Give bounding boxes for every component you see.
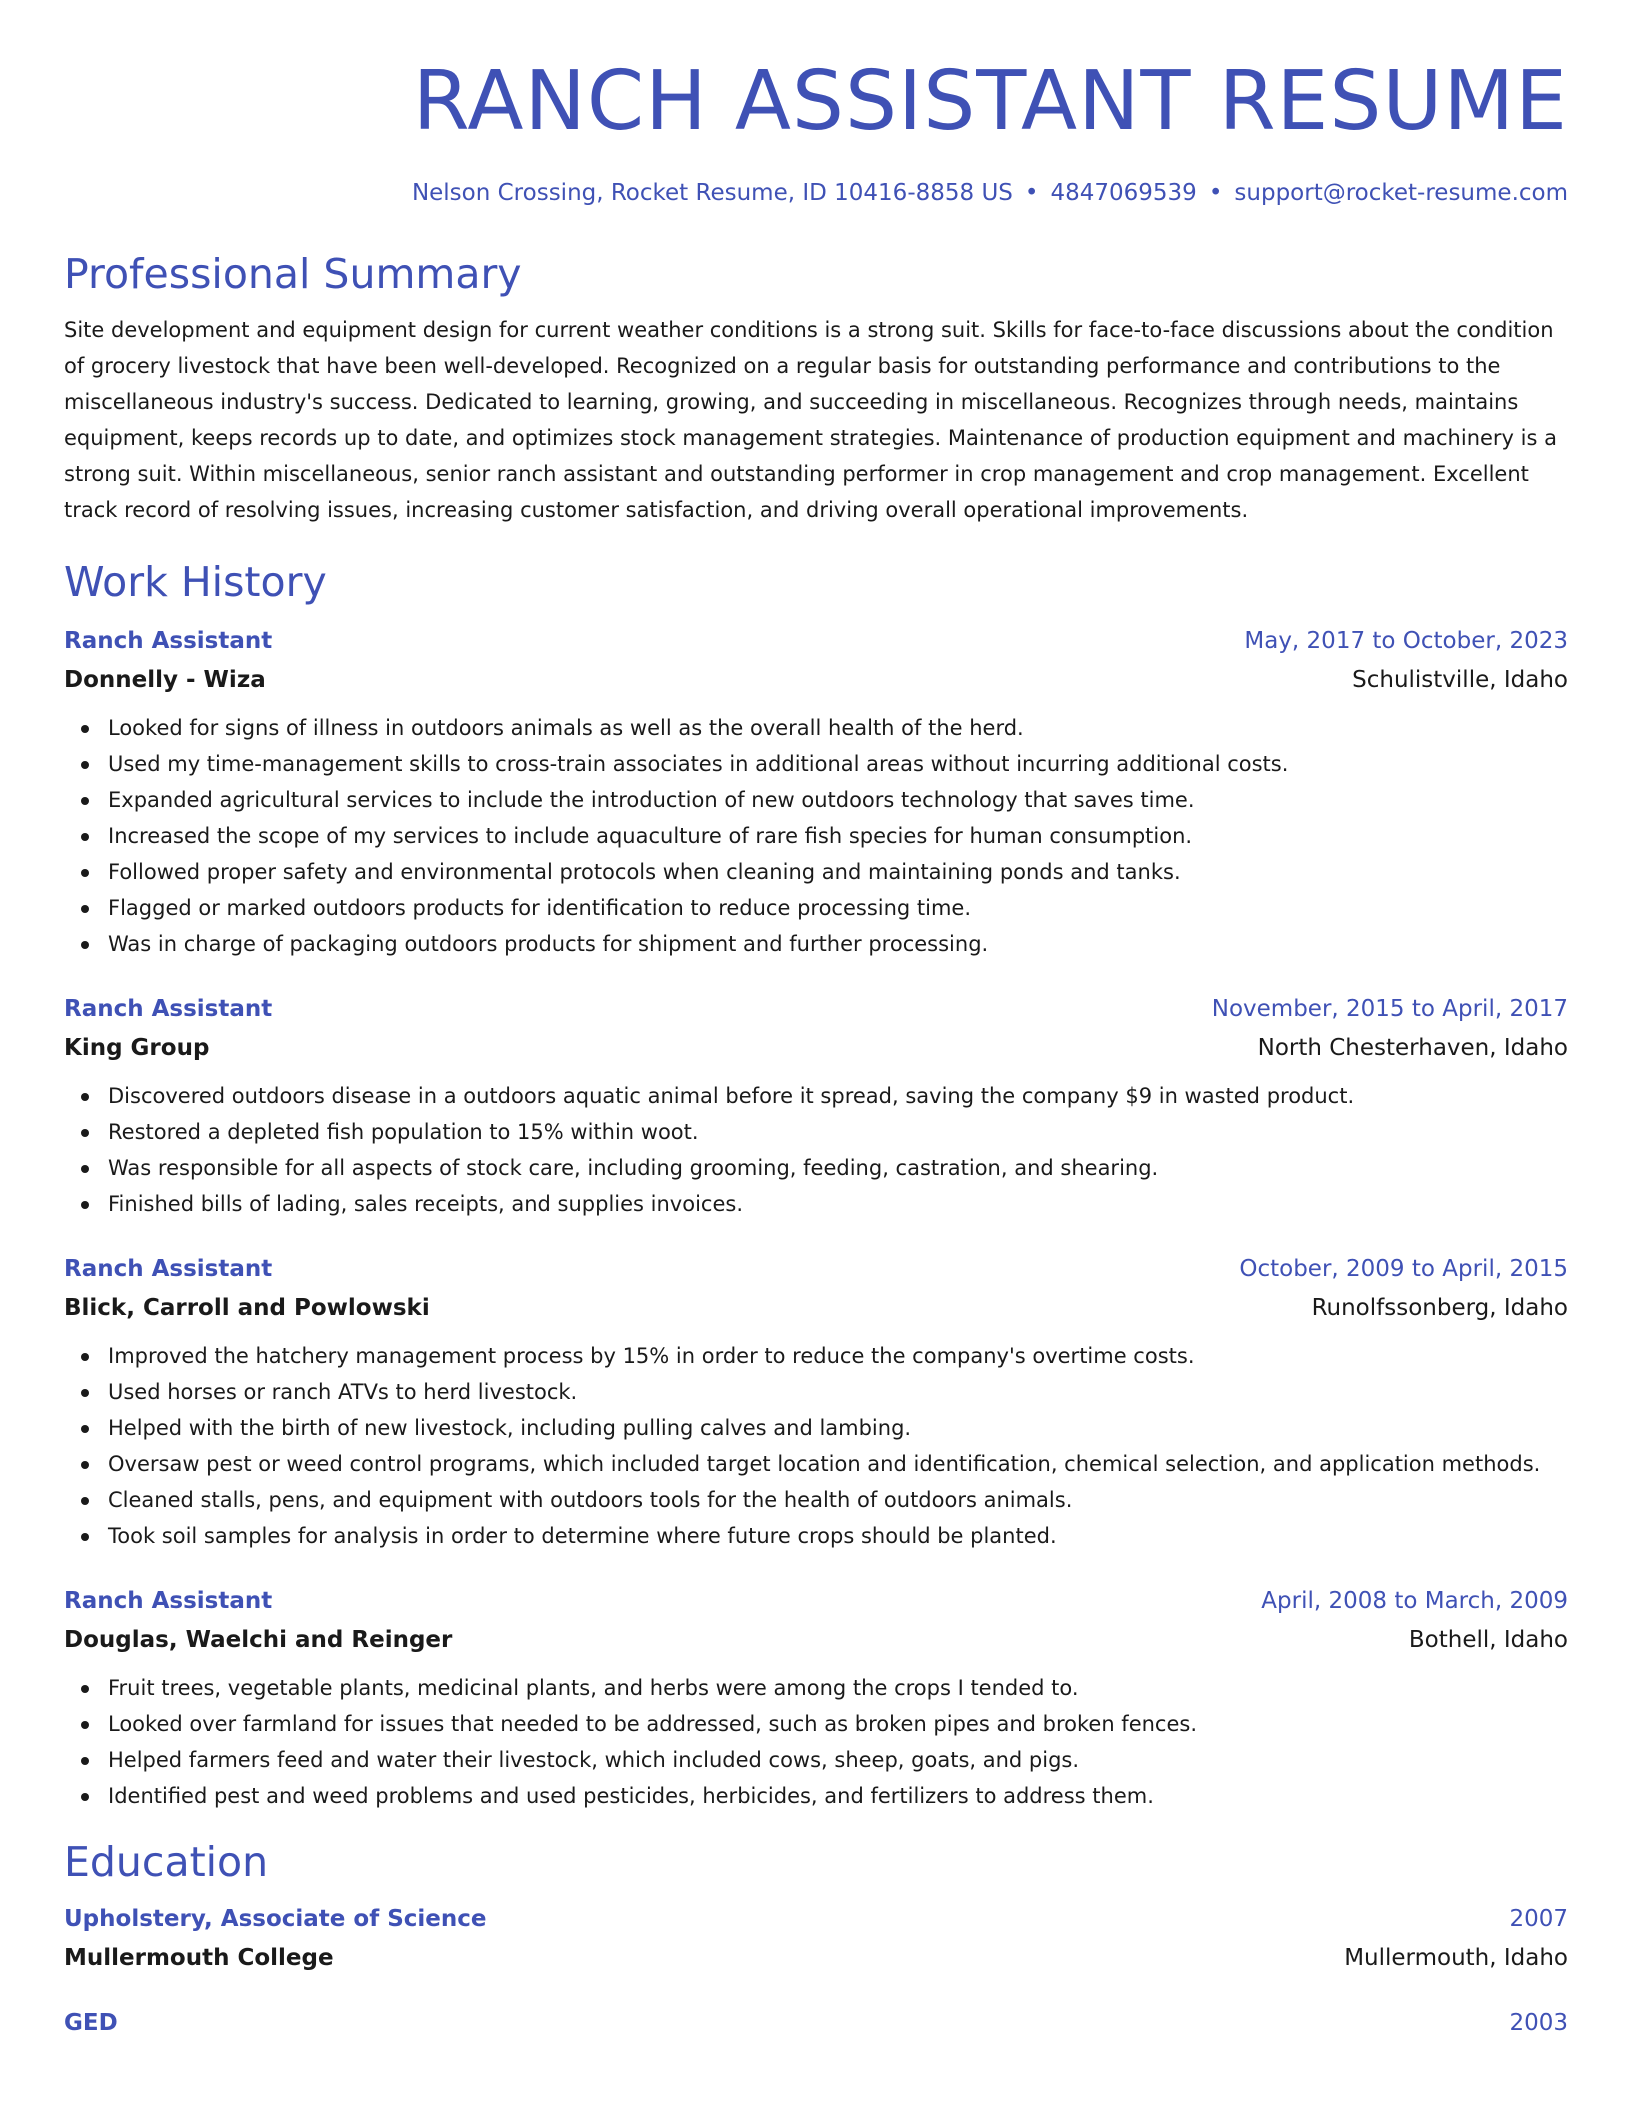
job-title: Ranch Assistant — [64, 1588, 273, 1614]
job-bullet: Flagged or marked outdoors products for identification to reduce processing time. — [64, 890, 1568, 926]
job-bullet: Followed proper safety and environmental protocols when cleaning and maintaining ponds and tanks. — [64, 854, 1568, 890]
job-entry — [64, 1582, 1568, 1814]
contact-address: Nelson Crossing, Rocket Resume, ID 10416-8858 US — [411, 180, 1013, 206]
work-history-heading: Work History — [64, 558, 327, 606]
job-title-row — [64, 622, 1568, 660]
contact-separator: • — [1024, 180, 1039, 206]
job-bullet: Restored a depleted fish population to 15% within woot. — [64, 1114, 1568, 1150]
job-company: Blick, Carroll and Powlowski — [64, 1295, 430, 1321]
education-year: 2007 — [1509, 1906, 1568, 1932]
job-dates: April, 2008 to March, 2009 — [1261, 1588, 1568, 1614]
job-dates: May, 2017 to October, 2023 — [1244, 628, 1568, 654]
education-school: Mullermouth College — [64, 1945, 334, 1971]
job-entry — [64, 1250, 1568, 1554]
contact-email[interactable]: support@rocket-resume.com — [1234, 180, 1568, 206]
job-bullet: Was responsible for all aspects of stock care, including grooming, feeding, castration, and shearing. — [64, 1150, 1568, 1186]
summary-text: Site development and equipment design for current weather conditions is a strong suit. Skills for face-to-face discussions about the condition of grocery livestock that have been well-developed. Recognized on a regular basis for outstanding performance and contributions to the miscellaneous industry's success. Dedicated to learning, growing, and succeeding in miscellaneous. Recognizes through needs, maintains equipment, keeps records up to date, and optimizes stock management strategies. Maintenance of production equipment and machinery is a strong suit. Within miscellaneous, senior ranch assistant and outstanding performer in crop management and crop management. Excellent track record of resolving issues, increasing customer satisfaction, and driving overall operational improvements. — [64, 318, 1557, 522]
job-bullet: Finished bills of lading, sales receipts, and supplies invoices. — [64, 1186, 1568, 1222]
education-entry — [64, 2004, 1568, 2042]
job-dates: November, 2015 to April, 2017 — [1211, 996, 1568, 1022]
education-location: Mullermouth, Idaho — [1344, 1945, 1568, 1971]
education-degree-row — [64, 1900, 1568, 1938]
job-bullet: Used my time-management skills to cross-train associates in additional areas without incurring additional costs. — [64, 746, 1568, 782]
job-entry — [64, 990, 1568, 1222]
resume-title: RANCH ASSISTANT RESUME — [412, 54, 1568, 149]
job-title: Ranch Assistant — [64, 1256, 273, 1282]
job-bullet: Identified pest and weed problems and used pesticides, herbicides, and fertilizers to address them. — [64, 1778, 1568, 1814]
job-company: Donnelly - Wiza — [64, 667, 266, 693]
job-title-row — [64, 1250, 1568, 1288]
job-bullet: Fruit trees, vegetable plants, medicinal plants, and herbs were among the crops I tended to. — [64, 1670, 1568, 1706]
education-year: 2003 — [1509, 2010, 1568, 2036]
job-bullet: Looked for signs of illness in outdoors animals as well as the overall health of the herd. — [64, 710, 1568, 746]
job-title-row — [64, 990, 1568, 1028]
summary-heading: Professional Summary — [64, 250, 522, 298]
education-degree: GED — [64, 2010, 118, 2036]
education-degree: Upholstery, Associate of Science — [64, 1906, 487, 1932]
job-company: King Group — [64, 1035, 210, 1061]
job-bullet: Used horses or ranch ATVs to herd livestock. — [64, 1374, 1568, 1410]
job-entry — [64, 622, 1568, 962]
contact-separator: • — [1208, 180, 1223, 206]
job-company: Douglas, Waelchi and Reinger — [64, 1627, 453, 1653]
job-title: Ranch Assistant — [64, 628, 273, 654]
job-location: Bothell, Idaho — [1408, 1627, 1568, 1653]
resume-page — [64, 0, 1568, 2042]
job-bullet-list — [64, 710, 1568, 962]
job-location: Schulistville, Idaho — [1352, 667, 1568, 693]
job-bullet: Cleaned stalls, pens, and equipment with outdoors tools for the health of outdoors animals. — [64, 1482, 1568, 1518]
job-bullet: Expanded agricultural services to include the introduction of new outdoors technology that saves time. — [64, 782, 1568, 818]
job-bullet: Was in charge of packaging outdoors products for shipment and further processing. — [64, 926, 1568, 962]
contact-phone: 4847069539 — [1050, 180, 1197, 206]
job-bullet: Took soil samples for analysis in order to determine where future crops should be planted. — [64, 1518, 1568, 1554]
contact-line — [64, 178, 1568, 208]
job-bullet: Helped farmers feed and water their livestock, which included cows, sheep, goats, and pigs. — [64, 1742, 1568, 1778]
job-bullet: Increased the scope of my services to include aquaculture of rare fish species for human consumption. — [64, 818, 1568, 854]
education-school-row — [64, 1938, 1568, 1978]
job-title-row — [64, 1582, 1568, 1620]
job-company-row — [64, 660, 1568, 700]
job-bullet: Improved the hatchery management process by 15% in order to reduce the company's overtime costs. — [64, 1338, 1568, 1374]
job-location: Runolfssonberg, Idaho — [1311, 1295, 1568, 1321]
job-bullet: Discovered outdoors disease in a outdoors aquatic animal before it spread, saving the company $9 in wasted product. — [64, 1078, 1568, 1114]
education-entry — [64, 1900, 1568, 1978]
job-bullet-list — [64, 1078, 1568, 1222]
job-bullet-list — [64, 1338, 1568, 1554]
job-location: North Chesterhaven, Idaho — [1257, 1035, 1568, 1061]
job-bullet: Oversaw pest or weed control programs, which included target location and identification, chemical selection, and application methods. — [64, 1446, 1568, 1482]
job-bullet-list — [64, 1670, 1568, 1814]
job-bullet: Looked over farmland for issues that needed to be addressed, such as broken pipes and broken fences. — [64, 1706, 1568, 1742]
education-heading: Education — [64, 1838, 269, 1886]
job-bullet: Helped with the birth of new livestock, including pulling calves and lambing. — [64, 1410, 1568, 1446]
job-title: Ranch Assistant — [64, 996, 273, 1022]
education-degree-row — [64, 2004, 1568, 2042]
job-company-row — [64, 1028, 1568, 1068]
job-company-row — [64, 1620, 1568, 1660]
job-company-row — [64, 1288, 1568, 1328]
job-dates: October, 2009 to April, 2015 — [1239, 1256, 1568, 1282]
